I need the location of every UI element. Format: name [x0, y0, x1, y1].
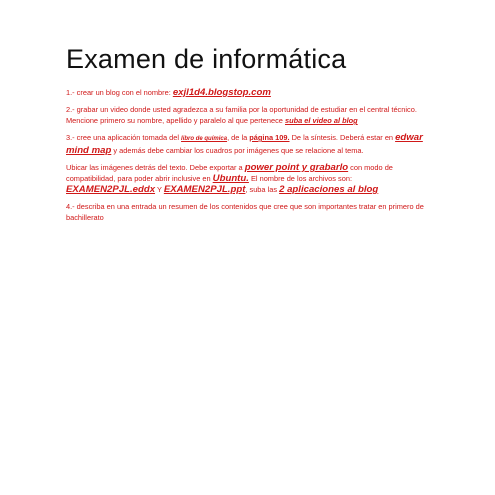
instruction-images: [66, 162, 435, 195]
upload-video-emphasis: suba el video al blog: [284, 116, 358, 125]
instruction-1: [66, 87, 435, 98]
file-name-eddx: EXAMEN2PJL.eddx: [66, 184, 156, 195]
upload-apps-emphasis: 2 aplicaciones al blog: [279, 184, 379, 195]
blog-name: exjl1d4.blogstop.com: [172, 87, 271, 98]
instruction-images-text-c: El nombre de los archivos son:: [248, 174, 353, 183]
instruction-images-text-b: con modo de compatibilidad, para poder abrir inclusive en: [66, 163, 393, 183]
instruction-3: [66, 132, 435, 156]
instruction-images-text-a: Ubicar las imágenes detrás del texto. Debe exportar a: [66, 163, 245, 172]
export-format: power point y grabarlo: [244, 162, 349, 173]
book-name: libro de química: [181, 136, 228, 142]
tool-name: edwar mind map: [66, 132, 423, 156]
os-name: Ubuntu.: [212, 173, 249, 184]
instruction-2-text: 2.- grabar un video donde usted agradezca a su familia por la oportunidad de estudiar en el central técnico. Mencione primero su nombre, apellido y paralelo al que pertenece: [66, 105, 417, 125]
instruction-4: [66, 201, 435, 223]
instruction-3-text-d: y además debe cambiar los cuadros por imágenes que se relacione al tema.: [111, 146, 364, 155]
instruction-images-text-d: Y: [155, 185, 164, 194]
page-title: Examen de informática: [66, 44, 347, 74]
instruction-4-text: 4.- describa en una entrada un resumen de los contenidos que cree que son importantes tratar en primero de bachillerato: [66, 202, 424, 222]
file-name-ppt: EXAMEN2PJL.ppt: [163, 184, 246, 195]
instruction-1-text: 1.- crear un blog con el nombre:: [66, 88, 173, 97]
instruction-3-text-b: , de la: [227, 133, 250, 142]
instruction-2: [66, 104, 435, 126]
instruction-images-text-e: , suba las: [245, 185, 280, 194]
instruction-3-text-a: 3.- cree una aplicación tomada del: [66, 133, 182, 142]
page-reference: página 109.: [249, 133, 290, 142]
instruction-3-text-c: De la síntesis. Deberá estar en: [289, 133, 396, 142]
